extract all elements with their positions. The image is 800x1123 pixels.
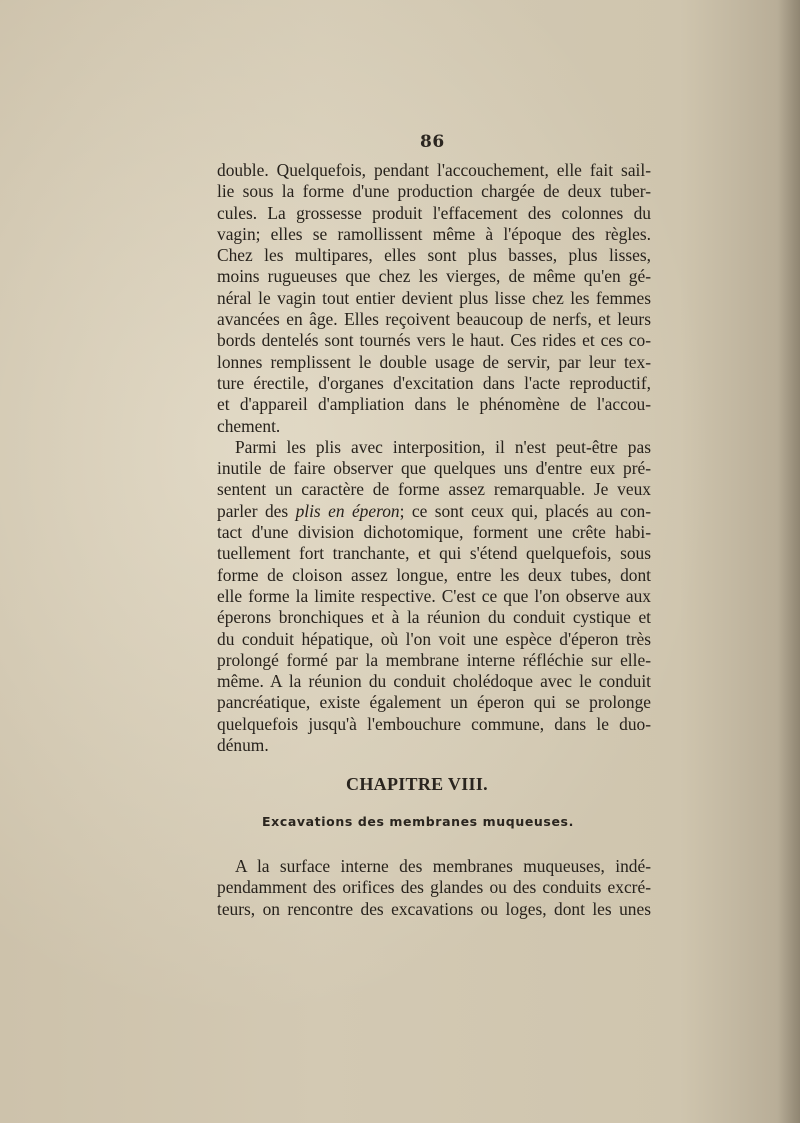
text-line: inutile de faire observer que quelques uns d'entre eux pré- xyxy=(217,458,651,479)
text-span: ; ce sont ceux qui, placés au con- xyxy=(399,500,651,521)
text-line: forme de cloison assez longue, entre les deux tubes, dont xyxy=(217,564,651,585)
body-text-top xyxy=(217,160,651,756)
text-line: sentent un caractère de forme assez remarquable. Je veux xyxy=(217,479,651,500)
text-line: avancées en âge. Elles reçoivent beaucoup de nerfs, et leurs xyxy=(217,309,651,330)
text-line: éperons bronchiques et à la réunion du conduit cystique et xyxy=(217,607,651,628)
italic-term: plis en éperon xyxy=(295,500,400,521)
text-line: teurs, on rencontre des excavations ou loges, dont les unes xyxy=(217,898,651,919)
text-line: même. A la réunion du conduit cholédoque avec le conduit xyxy=(217,671,651,692)
text-line: cules. La grossesse produit l'effacement des colonnes du xyxy=(217,202,651,223)
text-line: prolongé formé par la membrane interne réfléchie sur elle- xyxy=(217,649,651,670)
chapter-subtitle: Excavations des membranes muqueuses. xyxy=(262,814,574,829)
text-line: chement. xyxy=(217,415,281,436)
body-text-bottom xyxy=(217,856,651,920)
text-line xyxy=(217,501,651,522)
chapter-title: CHAPITRE VIII. xyxy=(346,774,488,794)
text-line: quelquefois jusqu'à l'embouchure commune, dans le duo- xyxy=(217,713,651,734)
text-line: Parmi les plis avec interposition, il n'est peut-être pas xyxy=(235,436,651,457)
text-line: pendamment des orifices des glandes ou des conduits excré- xyxy=(217,877,651,898)
text-line: pancréatique, existe également un éperon qui se prolonge xyxy=(217,692,651,713)
text-line: néral le vagin tout entier devient plus lisse chez les femmes xyxy=(217,287,651,308)
text-line: ture érectile, d'organes d'excitation dans l'acte reproductif, xyxy=(217,372,651,393)
text-line: elle forme la limite respective. C'est ce que l'on observe aux xyxy=(217,585,651,606)
text-line: et d'appareil d'ampliation dans le phénomène de l'accou- xyxy=(217,394,651,415)
text-line: double. Quelquefois, pendant l'accouchement, elle fait sail- xyxy=(217,160,651,180)
page-number: 86 xyxy=(420,132,445,152)
text-line: A la surface interne des membranes muqueuses, indé- xyxy=(235,856,651,876)
text-line: tact d'une division dichotomique, forment une crête habi- xyxy=(217,522,651,543)
text-line: du conduit hépatique, où l'on voit une espèce d'éperon très xyxy=(217,628,651,649)
text-line: lie sous la forme d'une production chargée de deux tuber- xyxy=(217,181,651,202)
text-line: bords dentelés sont tournés vers le haut. Ces rides et ces co- xyxy=(217,330,651,351)
text-line: vagin; elles se ramollissent même à l'époque des règles. xyxy=(217,223,651,244)
text-span: parler des xyxy=(217,500,296,521)
text-line: lonnes remplissent le double usage de servir, par leur tex- xyxy=(217,351,651,372)
page-edge-shadow xyxy=(778,0,800,1123)
text-line: tuellement fort tranchante, et qui s'étend quelquefois, sous xyxy=(217,543,651,564)
text-line: dénum. xyxy=(217,735,269,756)
text-line: Chez les multipares, elles sont plus basses, plus lisses, xyxy=(217,245,651,266)
text-line: moins rugueuses que chez les vierges, de même qu'en gé- xyxy=(217,266,651,287)
